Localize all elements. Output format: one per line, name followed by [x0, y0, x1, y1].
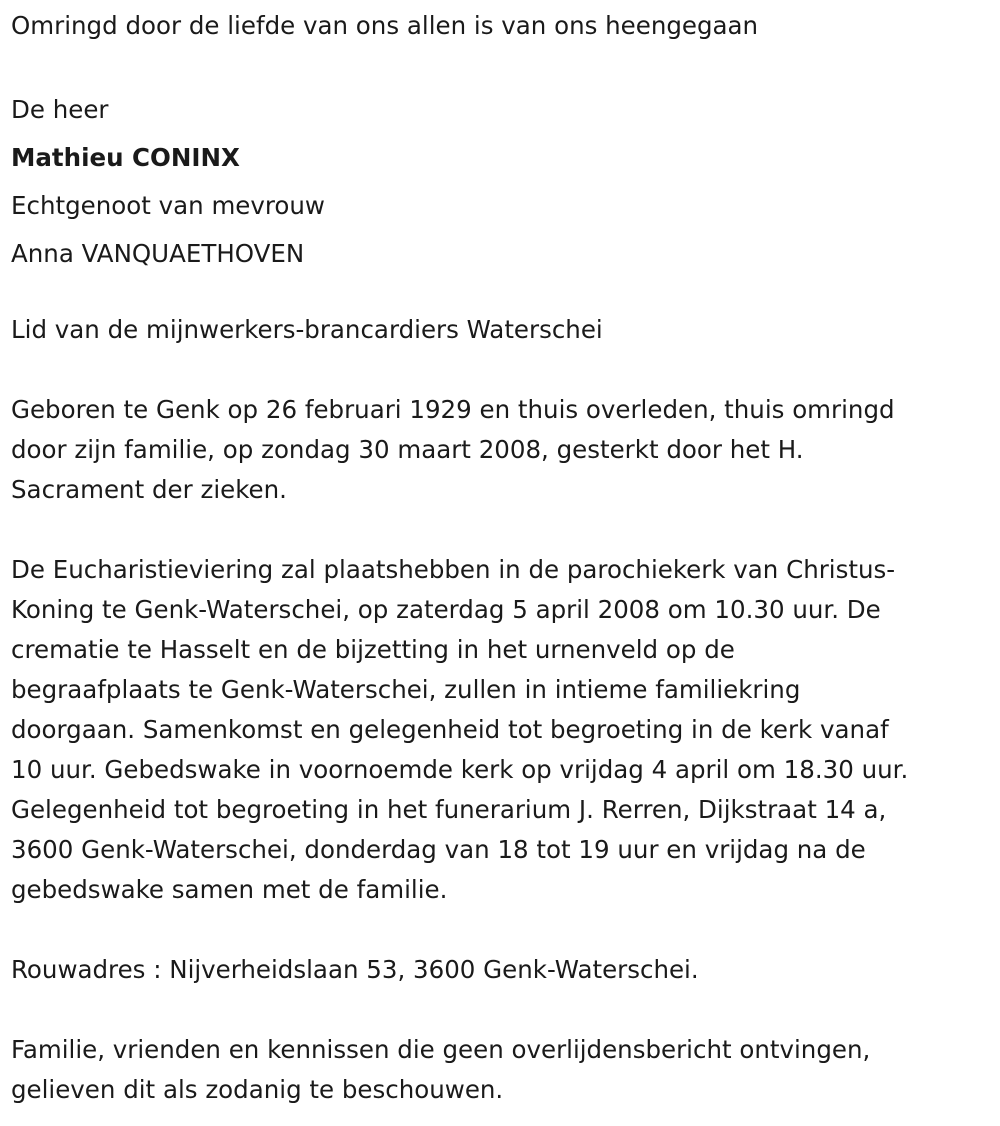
paragraph-line: 10 uur. Gebedswake in voornoemde kerk op vrijdag 4 april om 18.30 uur. [11, 755, 909, 784]
paragraph-line: Koning te Genk-Waterschei, op zaterdag 5 april 2008 om 10.30 uur. De [11, 595, 881, 624]
paragraph-line: De Eucharistieviering zal plaatshebben in de parochiekerk van Christus- [11, 555, 896, 584]
birth-death-paragraph [11, 390, 988, 510]
salutation: De heer [11, 95, 109, 124]
spacer [11, 990, 988, 1030]
paragraph-line: Geboren te Genk op 26 februari 1929 en thuis overleden, thuis omringd [11, 395, 895, 424]
membership-text: Lid van de mijnwerkers-brancardiers Waterschei [11, 315, 603, 344]
spacer [11, 510, 988, 550]
intro-text: Omringd door de liefde van ons allen is van ons heengegaan [11, 11, 759, 40]
closing-paragraph [11, 1030, 988, 1110]
spouse-line: Echtgenoot van mevrouw [11, 191, 325, 220]
spouse-name: Anna VANQUAETHOVEN [11, 239, 305, 268]
mourning-address: Rouwadres : Nijverheidslaan 53, 3600 Genk-Waterschei. [11, 955, 699, 984]
paragraph-line: Gelegenheid tot begroeting in het funerarium J. Rerren, Dijkstraat 14 a, [11, 795, 887, 824]
paragraph-line: crematie te Hasselt en de bijzetting in het urnenveld op de [11, 635, 735, 664]
paragraph-line: gebedswake samen met de familie. [11, 875, 448, 904]
spacer [11, 350, 988, 390]
ceremony-paragraph [11, 550, 988, 910]
spacer [11, 278, 988, 310]
paragraph-line: begraafplaats te Genk-Waterschei, zullen in intieme familiekring [11, 675, 801, 704]
paragraph-line: Familie, vrienden en kennissen die geen overlijdensbericht ontvingen, [11, 1035, 871, 1064]
paragraph-line: gelieven dit als zodanig te beschouwen. [11, 1075, 504, 1104]
paragraph-line: door zijn familie, op zondag 30 maart 2008, gesterkt door het H. [11, 435, 804, 464]
spacer [11, 46, 988, 86]
paragraph-line: doorgaan. Samenkomst en gelegenheid tot begroeting in de kerk vanaf [11, 715, 889, 744]
deceased-name: Mathieu CONINX [11, 143, 240, 172]
paragraph-line: 3600 Genk-Waterschei, donderdag van 18 tot 19 uur en vrijdag na de [11, 835, 866, 864]
spacer [11, 910, 988, 950]
paragraph-line: Sacrament der zieken. [11, 475, 287, 504]
